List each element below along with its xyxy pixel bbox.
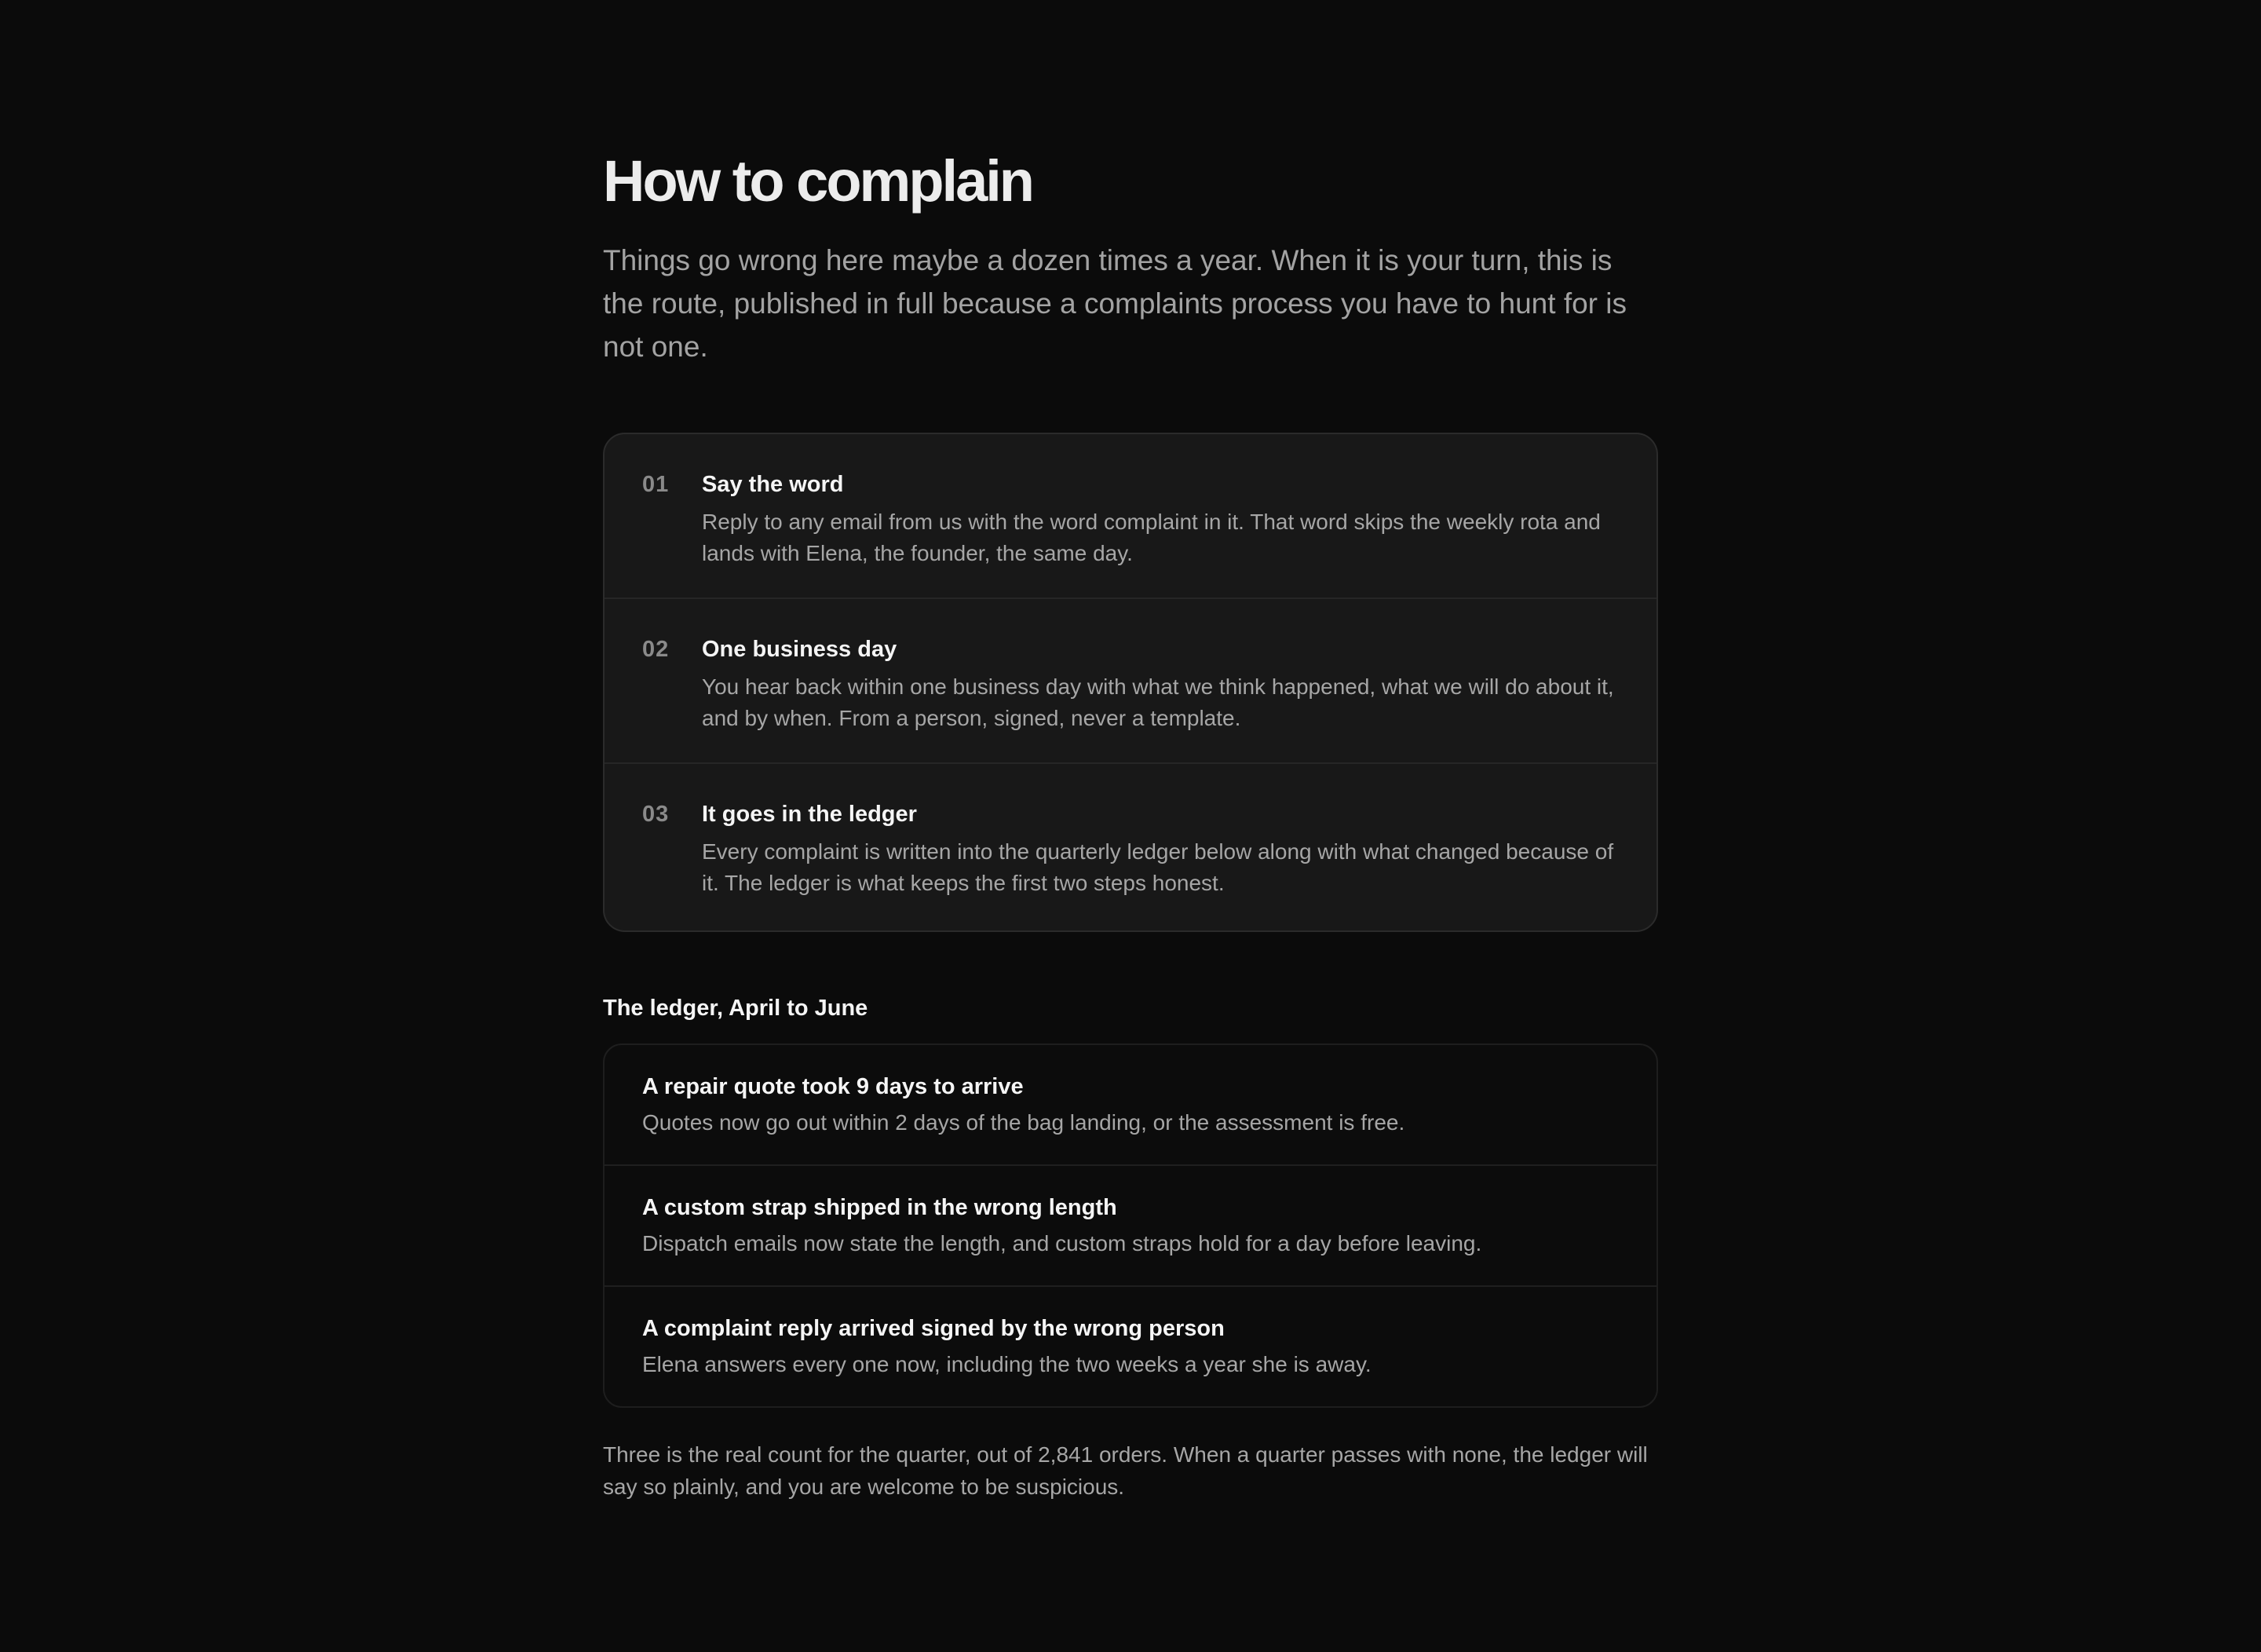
step-description: Every complaint is written into the quarterly ledger below along with what changed because of it. The ledger is what keeps the first two steps honest.: [702, 839, 1614, 895]
step-title: Say the word: [702, 472, 844, 497]
step-item: [605, 434, 1656, 599]
ledger-entry-title: A complaint reply arrived signed by the wrong person: [642, 1316, 1225, 1341]
ledger-entry: [605, 1287, 1656, 1406]
ledger-entry: [605, 1045, 1656, 1166]
ledger-footnote: Three is the real count for the quarter, out of 2,841 orders. When a quarter passes with none, the ledger will say so plainly, and you are welcome to be suspicious.: [603, 1442, 1648, 1499]
step-description: Reply to any email from us with the word complaint in it. That word skips the weekly rota and lands with Elena, the founder, the same day.: [702, 510, 1601, 565]
ledger-entry: [605, 1166, 1656, 1287]
step-description: You hear back within one business day with what we think happened, what we will do about it, and by when. From a person, signed, never a template.: [702, 674, 1614, 730]
step-number: 03: [642, 802, 670, 827]
ledger-heading: The ledger, April to June: [603, 996, 868, 1021]
step-title: One business day: [702, 637, 897, 662]
ledger-entry-text: Quotes now go out within 2 days of the bag landing, or the assessment is free.: [642, 1110, 1405, 1135]
page-title: How to complain: [603, 148, 1032, 214]
step-number: 02: [642, 637, 670, 662]
step-item: [605, 764, 1656, 927]
step-title: It goes in the ledger: [702, 802, 917, 827]
step-item: [605, 599, 1656, 764]
ledger-entry-title: A repair quote took 9 days to arrive: [642, 1074, 1024, 1099]
ledger-entry-title: A custom strap shipped in the wrong length: [642, 1195, 1117, 1220]
ledger-entry-text: Elena answers every one now, including the two weeks a year she is away.: [642, 1352, 1372, 1376]
complaint-steps-card: [603, 433, 1658, 932]
ledger-entry-text: Dispatch emails now state the length, and custom straps hold for a day before leaving.: [642, 1231, 1482, 1255]
step-number: 01: [642, 472, 670, 497]
page-intro: Things go wrong here maybe a dozen times a year. When it is your turn, this is the route, published in full because a complaints process you have to hunt for is not one.: [603, 244, 1627, 363]
ledger-list: [603, 1043, 1658, 1408]
